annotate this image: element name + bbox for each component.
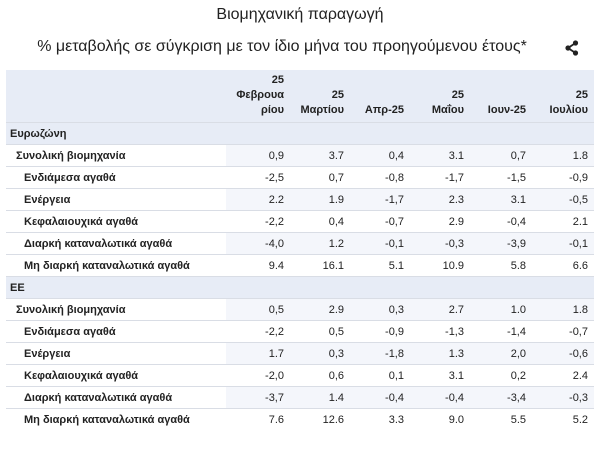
value-cell: -0,4: [470, 211, 532, 233]
value-cell: 2.2: [226, 189, 290, 211]
value-cell: 0,1: [350, 365, 410, 387]
row-label: Κεφαλαιουχικά αγαθά: [6, 365, 226, 387]
value-cell: 3.1: [410, 365, 470, 387]
value-cell: 7.6: [226, 409, 290, 431]
value-cell: -1,7: [350, 189, 410, 211]
value-cell: 2,0: [470, 343, 532, 365]
value-cell: -0,7: [350, 211, 410, 233]
value-cell: -0,5: [532, 189, 594, 211]
value-cell: -0,4: [410, 387, 470, 409]
column-header-line: 25: [575, 89, 588, 101]
value-cell: -0,1: [532, 233, 594, 255]
value-cell: 2.1: [532, 211, 594, 233]
value-cell: -0,9: [532, 167, 594, 189]
column-header: [290, 70, 350, 123]
row-label: Συνολική βιομηχανία: [6, 145, 226, 167]
table-row: [6, 343, 594, 365]
row-label: Ενδιάμεσα αγαθά: [6, 321, 226, 343]
column-header-line: Ιουν-25: [487, 104, 526, 116]
value-cell: 10.9: [410, 255, 470, 277]
column-header-line: Φεβρουα: [236, 89, 284, 101]
value-cell: 1.8: [532, 145, 594, 167]
value-cell: -4,0: [226, 233, 290, 255]
column-header-line: Ιουλίου: [549, 104, 588, 116]
value-cell: 2.9: [290, 299, 350, 321]
row-label: Διαρκή καταναλωτικά αγαθά: [6, 387, 226, 409]
table-row: [6, 189, 594, 211]
value-cell: 9.4: [226, 255, 290, 277]
value-cell: 2.3: [410, 189, 470, 211]
table-row: [6, 299, 594, 321]
value-cell: -0,6: [532, 343, 594, 365]
table-row: [6, 365, 594, 387]
column-header: [350, 70, 410, 123]
value-cell: 12.6: [290, 409, 350, 431]
value-cell: 2.9: [410, 211, 470, 233]
row-label: Ενδιάμεσα αγαθά: [6, 167, 226, 189]
value-cell: -0,3: [410, 233, 470, 255]
value-cell: -3,9: [470, 233, 532, 255]
value-cell: 1.4: [290, 387, 350, 409]
section-row: [6, 277, 594, 299]
value-cell: 1.9: [290, 189, 350, 211]
value-cell: 0,4: [350, 145, 410, 167]
column-header: [226, 70, 290, 123]
column-header-line: 25: [331, 89, 344, 101]
value-cell: 0,5: [290, 321, 350, 343]
value-cell: -1,8: [350, 343, 410, 365]
row-label: Ενέργεια: [6, 343, 226, 365]
value-cell: 16.1: [290, 255, 350, 277]
value-cell: 0,7: [290, 167, 350, 189]
table-row: [6, 387, 594, 409]
table-row: [6, 255, 594, 277]
row-label: Κεφαλαιουχικά αγαθά: [6, 211, 226, 233]
value-cell: 0,7: [470, 145, 532, 167]
column-header-line: Μαΐου: [431, 104, 464, 116]
value-cell: 0,5: [226, 299, 290, 321]
value-cell: -1,3: [410, 321, 470, 343]
value-cell: -0,7: [532, 321, 594, 343]
value-cell: 1.2: [290, 233, 350, 255]
value-cell: 0,3: [290, 343, 350, 365]
value-cell: 5.5: [470, 409, 532, 431]
table-row: [6, 145, 594, 167]
value-cell: 9.0: [410, 409, 470, 431]
value-cell: 3.1: [470, 189, 532, 211]
value-cell: 0,2: [470, 365, 532, 387]
value-cell: 1.7: [226, 343, 290, 365]
column-header-line: 25: [271, 74, 284, 86]
table-subtitle: % μεταβολής σε σύγκριση με τον ίδιο μήνα του προηγούμενου έτους*: [37, 38, 527, 55]
row-label: Διαρκή καταναλωτικά αγαθά: [6, 233, 226, 255]
value-cell: -2,2: [226, 211, 290, 233]
value-cell: -3,7: [226, 387, 290, 409]
header-row: [6, 70, 594, 123]
table-row: [6, 321, 594, 343]
value-cell: 0,4: [290, 211, 350, 233]
value-cell: -3,4: [470, 387, 532, 409]
value-cell: 3.7: [290, 145, 350, 167]
row-label: Συνολική βιομηχανία: [6, 299, 226, 321]
value-cell: -2,0: [226, 365, 290, 387]
industrial-production-table: [6, 70, 594, 430]
value-cell: 1.8: [532, 299, 594, 321]
value-cell: -0,9: [350, 321, 410, 343]
table-row: [6, 409, 594, 431]
value-cell: 5.8: [470, 255, 532, 277]
column-header-line: 25: [451, 89, 464, 101]
table-row: [6, 211, 594, 233]
column-header-line: Μαρτίου: [300, 104, 344, 116]
table-row: [6, 233, 594, 255]
column-header: [532, 70, 594, 123]
row-label: Ενέργεια: [6, 189, 226, 211]
column-header-line: Απρ-25: [364, 104, 404, 116]
value-cell: -0,1: [350, 233, 410, 255]
value-cell: 6.6: [532, 255, 594, 277]
column-header: [410, 70, 470, 123]
value-cell: 0,3: [350, 299, 410, 321]
value-cell: -0,4: [350, 387, 410, 409]
column-header-line: ρίου: [261, 104, 284, 116]
section-row: [6, 123, 594, 145]
value-cell: -2,5: [226, 167, 290, 189]
value-cell: 1.0: [470, 299, 532, 321]
column-header: [470, 70, 532, 123]
share-icon[interactable]: [563, 39, 581, 57]
value-cell: -2,2: [226, 321, 290, 343]
value-cell: 3.1: [410, 145, 470, 167]
section-title: Ευρωζώνη: [6, 123, 594, 145]
value-cell: -0,3: [532, 387, 594, 409]
value-cell: -0,8: [350, 167, 410, 189]
row-label: Μη διαρκή καταναλωτικά αγαθά: [6, 255, 226, 277]
value-cell: -1,4: [470, 321, 532, 343]
value-cell: 5.1: [350, 255, 410, 277]
value-cell: 5.2: [532, 409, 594, 431]
row-label: Μη διαρκή καταναλωτικά αγαθά: [6, 409, 226, 431]
value-cell: -1,7: [410, 167, 470, 189]
value-cell: 1.3: [410, 343, 470, 365]
table-row: [6, 167, 594, 189]
value-cell: 2.4: [532, 365, 594, 387]
value-cell: 3.3: [350, 409, 410, 431]
value-cell: 2.7: [410, 299, 470, 321]
section-title: ΕΕ: [6, 277, 594, 299]
value-cell: 0,6: [290, 365, 350, 387]
value-cell: 0,9: [226, 145, 290, 167]
value-cell: -1,5: [470, 167, 532, 189]
header-label-cell: [6, 70, 226, 123]
page-title: Βιομηχανική παραγωγή: [216, 6, 384, 23]
